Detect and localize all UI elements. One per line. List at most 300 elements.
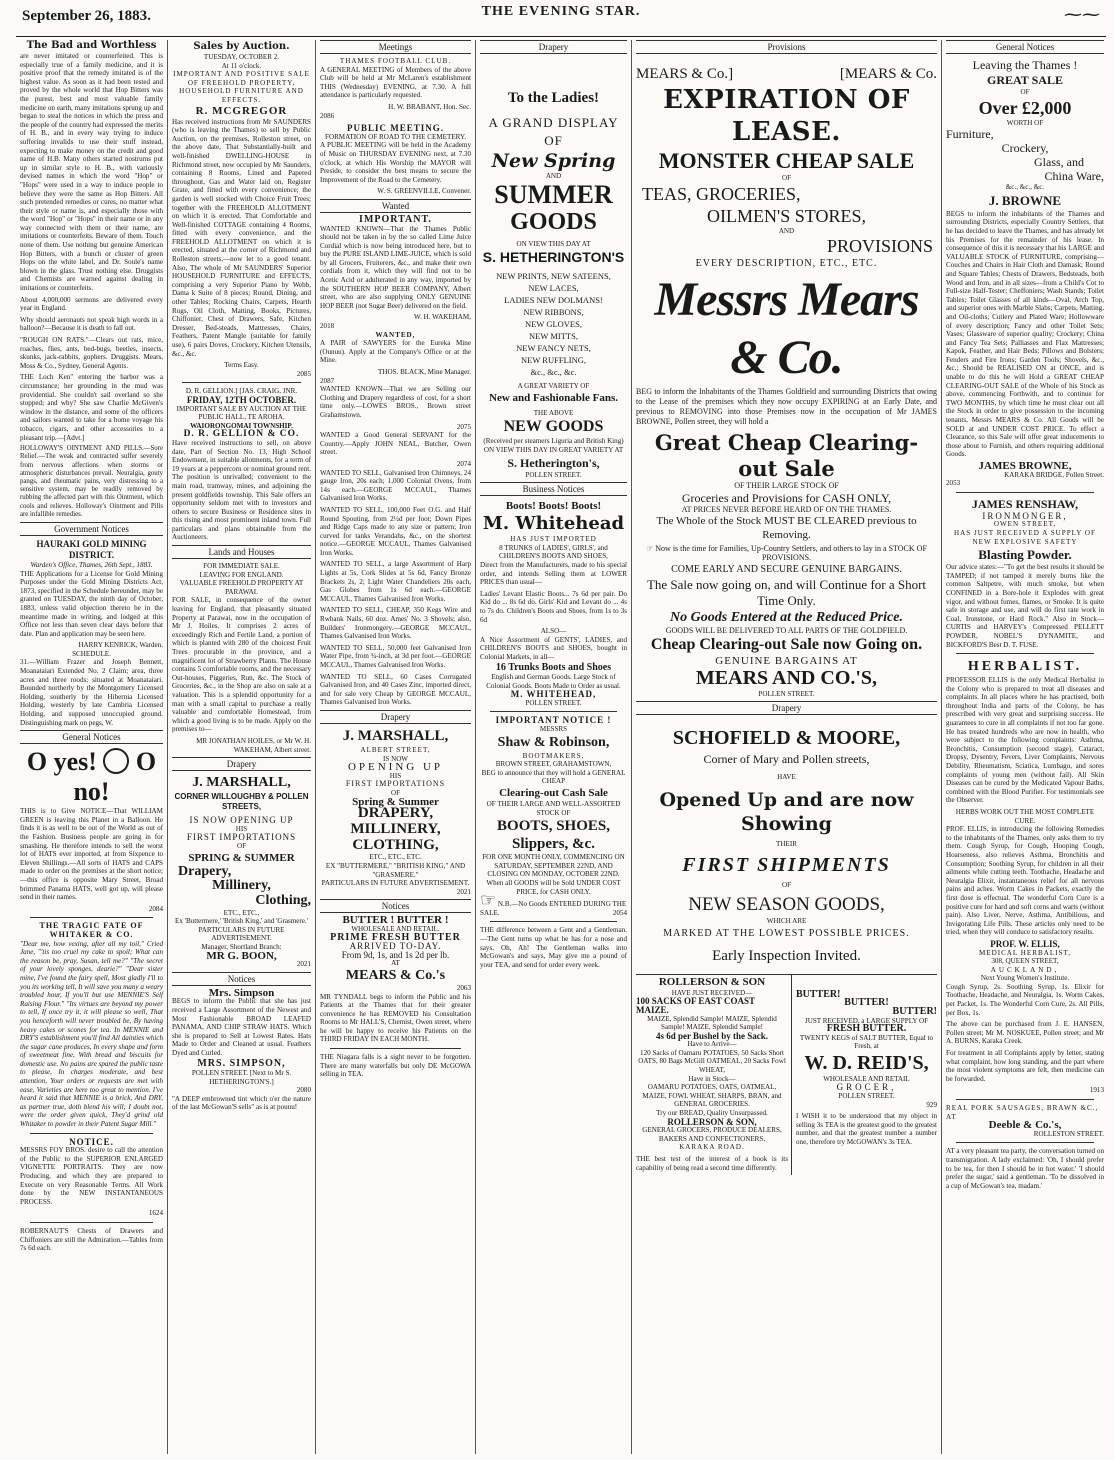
loch-text: THE Loch Ken" entering the harbor was a circumstance; her grounding in the mud was providential. She couldn't sail overland so she stopped; and why? She saw Charlie McGiven's window in the distance, and some of the officers and sailors wanted to take for a home voyage his tobacco, cigars, and other accessories to a pleasant trip.—[Advt.] xyxy=(20,373,163,442)
of-their: OF THEIR LARGE AND WELL-ASSORTED STOCK OF xyxy=(486,800,621,817)
wk-num: 2018 xyxy=(320,322,335,331)
section-notices-3: Notices xyxy=(320,899,471,913)
w8: WANTED TO SELL, 60 Cases Corrugated Galvanised Iron, and 40 Cases Zinc, imported direct, and for sale very Cheap by GEORGE MCCAUL, Thames Galvanised Iron Works. xyxy=(320,672,471,707)
simpson-text: BEGS to inform the Public that she has just received a Large Assortment of the Newest and Most Fashionable BROAD LEAFED PANAMA, AND CHIP STRAW HATS. Which she is prepared to Sell at Lowest Rates. Hats Made to Order and Cleaned at usual. Feathers Dyed and Curled. xyxy=(172,997,311,1057)
section-drapery-5: Drapery xyxy=(636,701,937,715)
at: AT xyxy=(391,959,400,968)
reid-ad xyxy=(792,975,937,1175)
groceries: Groceries and Provisions for CASH ONLY, xyxy=(681,490,892,505)
wakeham: W. H. WAKEHAM, xyxy=(414,313,471,322)
section-provisions: Provisions xyxy=(636,40,937,54)
deeble: Deeble & Co.'s, xyxy=(988,1119,1062,1132)
crockery: Crockery, xyxy=(1001,141,1049,156)
messrs: MESSRS xyxy=(539,725,568,734)
w4: WANTED TO SELL, 100,000 Feet O.G. and Half Round Spouting, from 2½d per foot; Down Pipes and Ridge Caps made to any size or pattern; Iron curved for tanks Verandahs, &c., on the shortest notice.—GEORGE MCCAUL, Thames Galvanised Iron Works. xyxy=(320,505,471,557)
gellion: D. R. GELLION & CO. xyxy=(183,429,300,440)
next: Next Young Women's Institute. xyxy=(980,974,1070,983)
section-wanted: Wanted xyxy=(320,199,471,213)
leaving-england: LEAVING FOR ENGLAND. xyxy=(199,570,284,579)
browne-text: BEGS to inform the inhabitants of the Thames and surrounding Districts, especially Country Settlers, that he has decided to leave the Thames, and has already let his Premises for the remainder of his lease. In consequence of this it is necessary that his LARGE and VALUABLE STOCK of FURNITURE, comprising—Couches and Chairs in Hair Cloth and Damask; Round and Square Tables; Chests of Drawers, Bedsteads, both Wood and Iron, and in all sizes—from a Child's Cot to Full-size Half-Tester; Cheffoniers; Wash Stands; Toilet Tables; Toilet Glasses of all kinds—Oval, Arch Top, and superior ones with Marble Slabs; Carpets, Matting, and Oil-cloths; Cutlery and Plated Ware; Hollowware of every description; Fancy and other Toilet Sets; Vases; Glassware of superior quality; Crockery; China and Fancy Tea Sets; Palliasses and Flax Mattresses; Kapok, Feather, and Hair Beds; Pillows and Bolsters; Fenders and Fire Irons; Garden Tools; Shovels, &c., &c.; Should be REALISED ON at ONCE, and is unable to do this he will Hold a GREAT CHEAP CLEARING-OUT SALE of the Whole of his Stock as above, commencing Forthwith, and to continue for TWO MONTHS, by which time he must clear out all the Stock in order to give possession to the incoming tenants, Messrs MEARS & Co. All Goods will be SOLD at and UNDER COST PRICE. To effect a Clearance, so this Sale will offer great inducements to those about to Furnish, and others requiring additional Goods. xyxy=(946,209,1104,459)
notice2-num: 1624 xyxy=(148,1209,163,1218)
of: OF xyxy=(781,174,792,182)
newspaper-title: THE EVENING STAR. xyxy=(481,4,641,19)
wholesale: WHOLESALE AND RETAIL xyxy=(823,1074,910,1083)
messrs-script: Messrs Mears & Co. xyxy=(654,273,919,385)
forsale-sig: MR JONATHAN HOILES, or Mr W. H. WAKEHAM, Albert street. xyxy=(196,736,311,754)
corner: CORNER WILLOUGHBY & POLLEN STREETS, xyxy=(174,792,309,812)
divider xyxy=(956,1099,1094,1100)
divider xyxy=(956,492,1094,493)
sales-heading: Sales by Auction. xyxy=(193,41,290,52)
public: PUBLIC MEETING. xyxy=(346,123,444,134)
expiration: EXPIRATION OF LEASE. xyxy=(663,85,910,147)
now-is-text: Now is the time for Families, Up-Country Settlers, and others to lay in a STOCK OF PROVISIONS. xyxy=(655,544,927,562)
albert: ALBERT STREET, xyxy=(360,745,431,754)
english: English and German Goods. Large Stock of Colonial Goods. Boots Made to Order as usual. xyxy=(486,673,621,690)
medical: MEDICAL HERBALIST, xyxy=(978,948,1072,957)
brown: BROWN STREET, GRAHAMSTOWN, xyxy=(495,760,612,769)
blasting: Blasting Powder. xyxy=(978,547,1072,563)
new-goods: NEW GOODS xyxy=(503,418,604,436)
maize: MAIZE, Splendid Sample! MAIZE, Splendid Sample! MAIZE, Splendid Sample! xyxy=(647,1014,777,1032)
nb-num: 2054 xyxy=(612,908,627,917)
and: AND xyxy=(545,172,562,180)
renshaw: JAMES RENSHAW, xyxy=(971,496,1079,511)
pollen: POLLEN STREET. xyxy=(758,689,815,698)
reid: W. D. REID'S, xyxy=(804,1051,929,1074)
sale-now: The Sale now going on, and will Continue for a Short Time Only. xyxy=(646,576,927,608)
marked: MARKED AT THE LOWEST POSSIBLE PRICES. xyxy=(663,927,910,939)
karaka: KARAKA BRIDGE, Pollen Street. xyxy=(1004,470,1104,479)
just-rec: JUST RECEIVED, a LARGE SUPPLY OF xyxy=(804,1016,929,1025)
leaving: Leaving the Thames ! xyxy=(972,58,1078,72)
come: COME EARLY AND SECURE GENUINE BARGAINS. xyxy=(671,563,902,575)
wish: I WISH it to be understood that my object in selling 3s TEA is the greatest good to the greatest number, and that the greatest number a number one, therefore try McGOWAN's 3s TEA. xyxy=(796,1112,937,1147)
browne-num: 2053 xyxy=(946,479,961,488)
mears-top xyxy=(636,64,937,84)
on-view2: ON VIEW THIS DAY IN GREAT VARIETY AT xyxy=(483,445,624,454)
schedule-head: SCHEDULE. xyxy=(72,649,111,658)
nice: A Nice Assortment of GENTS', LADIES, and CHILDREN'S BOOTS and SHOES, bought in Colonial Markets, in all— xyxy=(480,635,627,661)
football: THAMES FOOTBALL CLUB. xyxy=(339,57,452,65)
etc: ETC., ETC., xyxy=(223,908,260,917)
direct: Direct from the Manufacturers, made to his special order, and intends Selling them at LOWER PRICES than usual— xyxy=(480,560,627,587)
section-general-6: General Notices xyxy=(946,40,1104,54)
section-meetings: Meetings xyxy=(320,40,471,54)
prices: Cough Syrup, 2s. Soothing Syrup, 1s. Elixir for Toothache, Headache, and Neuralgia, 1s. Worm Cakes, per Packet, 1s. The Wonderful Corn Cure, 2s. All Pills, per Box, 1s. xyxy=(946,982,1104,1017)
corner: Corner of Mary and Pollen streets, xyxy=(703,752,870,767)
herbalist: HERBALIST. xyxy=(967,659,1083,675)
gellion-text: Have received instructions to sell, on above date, Part of Section No. 13, High School Endowment, in suitable allotments, for a term of 19 years at a peppercorn or nominal ground rent. The position is unrivalled; convenient to the main road, tramway, mines, and adjoining the present goldfields township. This Sale offers an opportunity seldom met with to investors and others to secure Business or Residence sites in this rising and most prominent inland town. Full particulars and plans obtainable from the Auctioneers. xyxy=(172,438,311,542)
boon-num: 2021 xyxy=(296,960,311,969)
oyes-left: O yes! xyxy=(26,747,97,777)
stock-list: OAMARU POTATOES, OATS, OATMEAL, MAIZE, FOWL WHEAT, SHARPS, BRAN, and GENERAL GROCERIES. xyxy=(642,1083,782,1109)
marshall: J. MARSHALL, xyxy=(342,727,449,744)
rennaut-text: ROBERNAUT'S Chests of Drawers and Chiffoniers are still the Admiration.—Tables from 7s 6d each. xyxy=(20,1226,163,1253)
heth2: S. Hetherington's, xyxy=(507,455,600,470)
section-general-1: General Notices xyxy=(20,730,163,744)
list-item: NEW PRINTS, NEW SATEENS, xyxy=(496,271,611,282)
monster: MONSTER CHEAP SALE xyxy=(658,148,915,173)
has-rec: HAS JUST RECEIVED A SUPPLY OF NEW EXPLOSIVE SAFETY xyxy=(953,528,1096,546)
column-4 xyxy=(476,40,632,1454)
terms: Terms Easy. xyxy=(224,361,259,370)
rolleston: ROLLESTON STREET. xyxy=(1033,1129,1104,1138)
rs2: ROLLERSON & SON, xyxy=(667,1116,757,1127)
about-text: About 4,000,000 sermons are delivered every year in England. xyxy=(20,295,163,313)
section-lands: Lands and Houses xyxy=(172,545,311,559)
genuine: GENUINE BARGAINS AT xyxy=(715,655,858,668)
friday-date: FRIDAY, 12TH OCTOBER. xyxy=(186,394,297,405)
w5: WANTED TO SELL, a large Assortment of Harp Lights at 5s, Cork Slides at 5s 6d, Fancy Bronze Brackets 2s, 2; Light Water Chandeliers 20s each, Gas Globes from 1s 6d each.—GEORGE MCCAUL, Thames Galvanised Iron Works. xyxy=(320,560,471,603)
why-text: Why should aeronauts not speak high words in a balloon?—Because it is death to fall out. xyxy=(20,315,163,333)
treatment: For treatment in all Complaints apply by letter, stating what complaint, how long standing, and the part where the most violent symptoms are felt, then medicine can be forwarded. xyxy=(946,1049,1104,1083)
column-6 xyxy=(942,40,1108,1454)
bad-heading: The Bad and Worthless xyxy=(26,40,157,51)
oyes-right: O no! xyxy=(73,747,157,807)
general: GENERAL GROCERS, PRODUCE DEALERS, BAKERS AND CONFECTIONERS, xyxy=(642,1126,782,1143)
auction-time: At 11 o'clock. xyxy=(221,61,262,70)
partic: PARTICULARS IN FUTURE ADVERTISEMENT. xyxy=(198,925,285,943)
mcgregor: R. MCGREGOR xyxy=(195,104,288,117)
ladies: To the Ladies! xyxy=(507,90,600,106)
notice2-head: NOTICE. xyxy=(69,1136,114,1147)
issue-date: September 26, 1883. xyxy=(22,8,151,24)
on-view: ON VIEW THIS DAY AT xyxy=(516,239,591,248)
is-now: IS NOW xyxy=(382,754,409,763)
marshall: J. MARSHALL, xyxy=(192,775,291,791)
whitehead2: M. WHITEHEAD, xyxy=(510,689,597,700)
simpson-addr: POLLEN STREET. [Next to Mr S. HETHERINGTON'S.] xyxy=(191,1069,292,1086)
column-3 xyxy=(316,40,476,1454)
herbs: HERBS WORK OUT THE MOST COMPLETE CURE. xyxy=(955,808,1095,825)
pork: REAL PORK SAUSAGES, BRAWN &C., AT xyxy=(946,1104,1099,1121)
gellion-header: D. R. GELLION.] [JAS. CRAIG, JNR. xyxy=(185,387,298,396)
early: Early Inspection Invited. xyxy=(712,947,861,964)
have: HAVE xyxy=(777,773,796,782)
from: From 9d, 1s, and 1s 2d per lb. xyxy=(341,949,450,960)
nb-line xyxy=(480,890,627,917)
have-arrive: Have to Arrive— xyxy=(687,1040,737,1049)
simpson-name: MRS. SIMPSON, xyxy=(197,1058,286,1070)
divider xyxy=(330,1048,461,1049)
cheap-co: Cheap Clearing-out Sale now Going on. xyxy=(650,636,923,654)
simpson-num: 2080 xyxy=(296,1086,311,1095)
list-item: NEW LACES, xyxy=(528,283,579,294)
section-notices-2: Notices xyxy=(172,972,311,986)
prime: PRIME FRESH BUTTER xyxy=(330,931,461,943)
w3: WANTED TO SELL, Galvanised Iron Chimneys, 24 gauge Iron, 20s each; 1,000 Colonial Ovens, from 14s each.—GEORGE MCCAUL, Thames Galvanised Iron Works. xyxy=(320,468,471,503)
boots: Boots! Boots! Boots! xyxy=(505,500,602,513)
delivered: GOODS WILL BE DELIVERED TO ALL PARTS OF THE GOLDFIELD. xyxy=(665,625,908,635)
butter-l: BUTTER! xyxy=(796,988,841,1000)
new-spring: New Spring xyxy=(491,150,616,172)
above: The above can be purchased from J. E. HANSEN, Pollen street; Mr M. NOSKUEE, Pollen street; and Mr A. BURNS, Karaka Creek. xyxy=(946,1020,1104,1046)
butter-m: BUTTER! xyxy=(844,997,889,1009)
grand: A GRAND DISPLAY OF xyxy=(488,115,619,148)
furniture: Furniture, xyxy=(946,127,994,142)
mears-right: [MEARS & Co. xyxy=(839,66,937,82)
hauraki-title: HAURAKI GOLD MINING DISTRICT. xyxy=(36,538,147,560)
advice: Our advice states:—"To get the best results it should be TAMPED; if not tamped it merely burns like the common Saltpetre, with much smoke, but when CONFINED in a Bore-hole it Explodes with great vigor, and without fumes, flames, or Smoke. It is quite safe in storage and use, and will do first rate work in Coal, Ironstone, or Hard Rock." Also in Stock—CURTIS and HARVEY's Compressed PELLETT POWDER, NOBEL'S DYNAMITE, and BICKFORD'S Best D. T. FUSE. xyxy=(946,563,1104,649)
formation: FORMATION OF ROAD TO THE CEMETERY. xyxy=(325,132,466,141)
every: EVERY DESCRIPTION, ETC., ETC. xyxy=(695,258,878,270)
fresh: FRESH BUTTER. xyxy=(826,1023,907,1035)
wholesale: WHOLESALE AND RETAIL. xyxy=(351,924,440,933)
w6: WANTED TO SELL, CHEAP, 350 Kegs Wire and Rwbank Nails, 60 doz. Ames' No. 3 Shovels; also, Builders' Ironmongery.—GEORGE MCCAUL, Thames Galvanised Iron Works. xyxy=(320,606,471,641)
notice-num: 2084 xyxy=(148,904,163,913)
difference: THE difference between a Gent and a Gentleman.—The Gent turns up what he has for a nose and says, Oh, Ah! The Gentleman walks into McGowan's and says, May give me a pound of your TEA, and send for order every week. xyxy=(480,926,627,969)
pollen2: POLLEN STREET. xyxy=(838,1092,895,1101)
also: ALSO— xyxy=(540,627,567,636)
column-2 xyxy=(168,40,316,1454)
section-drapery-3: Drapery xyxy=(320,710,471,724)
mears-left: MEARS & Co.] xyxy=(636,66,734,82)
waior: WAIORONGOMAI TOWNSHIP. xyxy=(190,421,293,430)
his: HIS xyxy=(389,771,402,780)
important: IMPORTANT. xyxy=(359,213,432,225)
mcgregor-text: Has received instructions from Mr SAUNDERS (who is leaving the Thames) to sell by Public Auction, on the premises, Rolleston street, on the above date, That Substantially-built and well-finished DWELLING-HOUSE in Richmond street, now occupied by Mr Saunders, containing 8 Rooms, Lined and Papered throughout, Gas and Water laid on, Register Grate, and fitted with every convenience; the garden is well stocked with Choice Fruit Trees; together with the FREEHOLD ALLOTMENT on which it is erected. That Comfortable and Well-finished COTTAGE containing 4 Rooms, fitted with every convenience, and the FREEHOLD ALLOTMENT on which it is erected, situated at the corner of Richmond and Rolleston streets,—now let to a good tenant. Also, The whole of Mr SAUNDERS' Superior HOUSEHOLD FURNITURE and EFFECTS, comprising a very Superior Piano by Webb, Dama k Suite of 8 pieces; Round, Dining, and other Tables; Rocking Chairs, Carpets, Hearth Rugs, Oil Cloth, Matting, Books, Pictures, Chiffonier, Chest of Drawers, Safe, Kitchen Dresser, Bed-steads, Mattresses, Chairs, Feathers, Patent Mangle (suitable for family use), 6 pairs Doves, Crockery, Kitchen Utensils, &c., &c. xyxy=(172,117,311,358)
their: THEIR xyxy=(776,839,797,848)
auction-date: TUESDAY, OCTOBER 2. xyxy=(203,53,280,61)
list-item: NEW GLOVES, xyxy=(525,319,582,330)
immediate: FOR IMMEDIATE SALE. xyxy=(203,562,280,571)
wk2-num: 2075 xyxy=(456,422,471,431)
bell: THOS. BLACK, Mine Manager. xyxy=(378,368,471,376)
divider xyxy=(30,1222,153,1223)
pollen: POLLEN STREET. xyxy=(525,470,582,479)
hauraki-sig: HARRY KENRICK, Warden. xyxy=(78,641,163,650)
new-list xyxy=(480,270,627,378)
divider xyxy=(956,1142,1094,1143)
tyndall: MR TYNDALL begs to inform the Public and his Patients at the Thames that for their greater convenience he has REMOVED his Consultation Rooms to Mr HALL'S, Chemist, Owen street, where he will be happy to receive his Patients on the THIRD FRIDAY IN EACH MONTH. xyxy=(320,992,471,1044)
bell-num: 2087 xyxy=(320,376,335,385)
etc: &c., &c., &c. xyxy=(1005,183,1045,192)
try: Try our BREAD, Quality Unsurpassed. xyxy=(656,1109,768,1118)
section-business: Business Notices xyxy=(480,482,627,496)
wanted-known: WANTED KNOWN—That the Thames Public should not be taken in by the so called Lime Juice Cordial which is now being introduced here, but to buy the PURE ISLAND LIME-JUICE, which is sold by all Grocers, Fruiterers, &c., and make their own cordials from it, which they will find not to be Acetic Acid or adulterated in any way, imported by the SOUTHERN HOP BEER COMPANY, Albert street, who are also supplying ONLY GENUINE HOP BEER (not Sugar Beer) delivered on the field. xyxy=(320,224,471,310)
football-text: A GENERAL MEETING of Members of the above Club will be held at Mr McLaren's establishment THIS (Wednesday) EVENING, at 7.30. A full attendance is particularly requested. xyxy=(320,65,471,100)
schedule-text: 31.—William Frazer and Joseph Bennett, Moanataiari Extended No. 2 Claim; area, three acres and three roods; situated at Moanataiari. Bounded northerly by the Montgomery Licensed Holding, southerly by the Hibernia Licensed Holding, westerly by late Cambria Licensed Holding, and supposed unoccupied ground. Distinguishing mark on pegs, W. xyxy=(20,658,163,727)
pointing-hand-icon: ☞ xyxy=(480,890,497,911)
oilmen: OILMEN'S STORES, xyxy=(707,205,866,226)
fans: New and Fashionable Fans. xyxy=(489,391,618,404)
butter: BUTTER ! BUTTER ! xyxy=(342,914,449,927)
over: Over £2,000 xyxy=(978,97,1072,118)
divider xyxy=(182,382,301,383)
butter-r: BUTTER! xyxy=(892,1005,937,1017)
heth: S. HETHERINGTON'S xyxy=(482,249,625,266)
clearing: Clearing-out Cash Sale xyxy=(499,787,608,799)
boon: MR G. BOON, xyxy=(206,949,277,962)
rollerson-ad xyxy=(636,975,792,1175)
opening: OPENING UP xyxy=(347,761,444,774)
worth: WORTH OF xyxy=(1006,118,1044,127)
football-num: 2086 xyxy=(320,111,335,120)
list-item: &c., &c., &c. xyxy=(530,367,577,378)
embrowned: "A DEEP embrowned tint which o'er the nature of the last McGowan'S sells" as is at pounu! xyxy=(172,1094,311,1112)
divider xyxy=(30,917,153,918)
mears-co: MEARS AND CO.'S, xyxy=(695,666,878,689)
summer: SUMMER xyxy=(494,179,613,209)
servant-num: 2074 xyxy=(456,459,471,468)
grocer: GROCER, xyxy=(836,1082,897,1093)
provisions: PROVISIONS xyxy=(826,236,933,257)
mears-num: 2063 xyxy=(456,983,471,992)
partic: PARTICULARS IN FUTURE ADVERTISEMENT. xyxy=(321,879,470,888)
one-month: FOR ONE MONTH ONLY, COMMENCING ON SATURDAY, SEPTEMBER 22ND, AND CLOSING ON MONDAY, OCTOBER 22ND. xyxy=(482,853,625,879)
bootmakers: BOOTMAKERS, xyxy=(522,751,585,760)
price: 4s 6d per Bushel by the Sack. xyxy=(655,1030,769,1041)
partic-num: 2021 xyxy=(456,887,471,896)
first-ship: FIRST SHIPMENTS xyxy=(682,853,891,876)
at-prices: AT PRICES NEVER BEFORE HEARD OF ON THE THAMES. xyxy=(681,504,892,514)
etc: ETC., ETC., ETC. xyxy=(369,853,422,862)
beg: BEG to announce that they will hold a GENERAL CHEAP xyxy=(481,768,626,786)
list-item: NEW RUFFLING, xyxy=(520,355,586,366)
great-sale: GREAT SALE xyxy=(987,73,1063,87)
now-opening: IS NOW OPENING UP xyxy=(189,815,294,826)
list-item: NEW FANCY NETS, xyxy=(516,343,591,354)
new-season: NEW SEASON GOODS, xyxy=(688,894,885,916)
ornament-icon: ⁓⁓ xyxy=(1064,4,1100,24)
prof: PROF. W. ELLIS, xyxy=(990,938,1060,949)
trunks16: 16 Trunks Boots and Shoes xyxy=(495,662,612,674)
auckland: AUCKLAND, xyxy=(990,965,1060,974)
notice-text: THIS is to Give NOTICE—That WILLIAM GREEN is leaving this Planet in a Balloon. He finds it is as well to be out of the World as out of the Fashion. Business people are going in for smashing. He therefore intends to sell the worst lot of HATS ever imported, at from Sixpence to Eleven Shillings.—All sorts of HATS and CAPS made to order on the premises at the short notice;—this office is opposite Mary Street, Broad brimmed Panama HATS, well got up, will please send in their names. xyxy=(20,807,163,902)
auction-important: IMPORTANT AND POSITIVE SALE OF FREEHOLD PROPERTY, HOUSEHOLD FURNITURE AND EFFECTS. xyxy=(173,70,310,104)
sacks100: 100 SACKS OF EAST COAST MAIZE. xyxy=(636,996,755,1015)
ellis-text: PROFESSOR ELLIS is the only Medical Herbalist in the Colony who is prepared to treat all diseases and complaints. In all places where he has practised, both throughout India and parts of the Colony, he has prescribed with very great and surprising success. He guarantees to cure in all complaints if not too far gone. He has treated hundreds who are now in health, who were subject to the following complaints: Asthma, Bronchitis, Consumption (second stage), Cataract, Dropsy, Dysentry, Fevers, Liver Complaints, Nervous Debility, Rheumatism, Sciatica, Lumbago, and sores complaints of young men (without fail). All Skin Diseases can be cured by the Medicated Vapour Baths, combined with the Blood Purifier. For testimonials see the Observer. xyxy=(946,676,1104,805)
tragic-text: "Dear me, how vexing, after all my toil," Cried Jane, "'tis too cruel my cake to spoil; What can the reason be, pray, Susan, tell me?" "The secret of your lovely sponges, dearie?" "Dear sister mine, I've found the fairy spell, Most gladly I'll to you its working tell, It will save you many a weary troubled hour, If you'll but use MENNIE'S Self Raising Flour." "Its virtues are beyond my power to tell, If once try it, it will please so well, That you henceforth will never troubled be, By having heavy cakes or scones for tea. In MENNIE and DRY'S establishment you'll find All dainties which the sugar cane produces, In every shape and form of sweetmeat fine, With bread and biscuits for domestic use. No pains are spared the public taste to please, In charges moderate, and best attention, Your orders or requests are met with ease, Varieties are here too great to mention. I've heard it said that MENNIE is a brick, And DRY, as partner true, doth blend his will; I doubt not, were the order given quick, They'd grind old Whitaker to powder in their Patent Sugar Mill." xyxy=(20,939,163,1129)
football-sig: H. W. BRABANT, Hon. Sec. xyxy=(388,102,471,111)
pollen2: POLLEN STREET. xyxy=(525,698,582,707)
spring: Spring & Summer xyxy=(352,795,439,808)
millinery-word: Millinery, xyxy=(212,878,271,894)
teas: TEAS, GROCERIES, xyxy=(642,183,801,204)
drapery-word: Drapery, xyxy=(178,863,232,879)
list-item: NEW RIBBONS, xyxy=(523,307,584,318)
ladies-list: Ladies' Levant Elastic Boots... 7s 6d per pair. Do Kid do ... 8s 6d do. Girls' Kid and Levant do ... 4s to 7s do. Children's Boots and Shoes, from 1s to 3s 6d xyxy=(480,589,627,624)
divider xyxy=(30,1133,153,1134)
section-drapery-4: Drapery xyxy=(480,40,627,54)
bad-text: are never imitated or counterfeited. This is especially true of a family medicine, and it is positive proof that the remedy imitated is of the highest value. As soon as it had been tested and proved by the whole world that Hop Bitters was the purest, best and most valuable family medicine on earth, many imitations sprung up and began to steal the notices in which the press and the people of the country had expressed the merits of H. B., and in every way trying to induce suffering invalids to use their stuff instead, expecting to make money on the credit and good name of H.B. Many others started nostrums put up in similar style to H. B., with variously devised names in which the word "Hop" or "Hops" were used in a way to induce people to believe they were the same as Hop Bitters. All such pretended remedies or cures, no matter what their style or name is, and especially those with the word "Hop" or "Hops" in their name or in any way connected with them or their name, are imitations or counterfeits. Beware of them. Touch none of them. Use nothing but genuine American Hop Bitters, with a bunch or cluster of green Hops on the white label, and Dr. Soule's name blown in the glass. Trust nothing else. Druggists and Chemists are warned against dealing in imitations or counterfeits. xyxy=(20,52,163,293)
now-is xyxy=(636,545,937,562)
and: AND xyxy=(778,226,795,235)
wanted2: WANTED, xyxy=(375,330,416,339)
ex-ships: EX "BUTTERMERE," "BRITISH KING," AND "GRASMERE." xyxy=(325,861,466,879)
great-cheap: Great Cheap Clearing-out Sale xyxy=(654,430,919,482)
twenty: TWENTY KEGS of SALT BUTTER, Equal to Fresh, at xyxy=(799,1033,934,1051)
opened: Opened Up and are now Showing xyxy=(659,788,914,835)
have-just: HAVE JUST RECEIVED— xyxy=(671,988,753,997)
his: HIS xyxy=(235,824,248,833)
treat-num: 1913 xyxy=(1089,1086,1104,1095)
of: OF xyxy=(236,841,247,850)
which: WHICH ARE xyxy=(766,917,807,926)
best-test: THE best test of the interest of a book is its capability of being read a second time differently. xyxy=(636,1155,788,1172)
divider xyxy=(490,711,617,712)
ellis-text2: PROF. ELLIS, in introducing the following Remedies to the inhabitants of the Thames, only asks them to try them. Cough Syrup, for Cough, Hooping Cough, Hoarseness, also relieves Asthma, Bronchitis and Consumption; Soothing Syrup, for children in all their ailments while cutting teeth. Toothache, Headache and Neuralgia Elixir, instantaneous relief for all nervous pains and aches. Worm Cakes in Packets, exactly the first dose is effectual. The wonderful Corn Cure is a positive cure for hard and soft corns and warts (without pain). Also Liver, Nerve, Asthma, Antibilious, and Invigorating Life Pills. These articles only need to be tried, when they will conduce to satisfactory results. xyxy=(946,825,1104,937)
arrive-list: 120 Sacks of Oamaru POTATOES, 50 Sacks Short OATS, 80 Bags McGill OATMEAL, 20 Sacks Fowl WHEAT, xyxy=(638,1048,786,1075)
has-imp: HAS JUST IMPORTED xyxy=(510,535,597,544)
w7: WANTED TO SELL, 50,000 feet Galvanised Iron Water Pipe, from ¾-inch, at 3d per foot.—GEORGE MCCAUL, Thames Galvanised Iron Works. xyxy=(320,643,471,669)
of-their: OF THEIR LARGE STOCK OF xyxy=(734,481,839,491)
wk2: WANTED KNOWN—That we are Selling our Clothing and Drapery regardless of cost, for a short time only.—LOWES BROS., Brown street Grahamstown. xyxy=(320,385,471,419)
shaw: Shaw & Robinson, xyxy=(497,734,610,750)
slippers: Slippers, &c. xyxy=(512,836,595,853)
drapery-word: DRAPERY, xyxy=(357,805,434,822)
received: (Received per steamers Liguria and British King) xyxy=(483,437,624,446)
queen: 308, QUEEN STREET, xyxy=(991,957,1059,966)
column-1 xyxy=(16,40,168,1454)
bottom-row xyxy=(636,974,937,1175)
have-stock: Have in Stock— xyxy=(688,1074,736,1083)
owen: OWEN STREET, xyxy=(993,520,1057,529)
spring: SPRING & SUMMER xyxy=(188,851,295,864)
section-government: Government Notices xyxy=(20,522,163,536)
glass: Glass, and xyxy=(1034,155,1084,170)
terms-num: 2085 xyxy=(296,369,311,378)
mears: MEARS & Co.'s xyxy=(345,967,446,983)
ex-ships: Ex 'Buttermere,' 'British King,' and 'Grasmere.' xyxy=(175,917,308,926)
simpson: Mrs. Simpson xyxy=(208,986,275,999)
public-sig: W. S. GREENVILLE, Convener. xyxy=(377,187,471,196)
whole: The Whole of the Stock MUST BE CLEARED previous to Removing. xyxy=(656,515,917,542)
section-drapery-2: Drapery xyxy=(172,757,311,771)
notice2-text: MESSRS FOY BROS. desire to call the attention of the Public to the SUPERIOR ENLARGED VIGNETTE PORTRAITS. They are now Producing, and which they are prepared to Execute on very Reasonable Terms. All Work done by the NEW INSTANTANEOUS PROCESS. xyxy=(20,1146,163,1206)
forsale-text: FOR SALE, in consequence of the owner leaving for England, that pleasantly situated Property at Parawai, now in the occupation of Mr J. Hoiles. It comprises 2 acres of exceedingly Rich and Fertile Land, a portion of which is planted with 280 of the choicest Fruit Trees procurable in the province, and a magnificent lot of Strawberry Plants. The House contains 5 comfortable rooms, and the necessary Out-houses, Piggeries, Run, &c. The Stock of Groceries, &c., in the Shop are also on sale at a valuation. This is a splendid opportunity for a man with a small capital to purchase a really valuable and comfortable Homestead, from which a good living is to be made. Apply on the premises to— xyxy=(172,596,311,734)
list-item: LADIES NEW DOLMANS! xyxy=(504,295,603,306)
arrived: ARRIVED TO-DAY. xyxy=(349,941,442,952)
china: China Ware, xyxy=(1044,169,1104,184)
public-text: A PUBLIC MEETING will be held in the Academy of Music on THURSDAY EVENING next, at 7.30 o'clock, at which His Worship the MAYOR will Preside, to consider the best means to secure the Improvement of the Road to the Cemetery. xyxy=(320,141,471,184)
tea-party: AT a very pleasant tea party, the conversation turned on transmigration. A lady exclaimed: 'Oh, I should prefer to be tea, for then I should be in hot water.' 'I should prefer the sugar,' said a gentleman. 'To be dissolved in a cup of McGowan's tea, madam.' xyxy=(946,1147,1104,1190)
karaka: KARAKA ROAD. xyxy=(679,1143,745,1152)
browne: J. BROWNE xyxy=(988,192,1062,208)
tragic-title: THE TRAGIC FATE OF WHITAKER & CO. xyxy=(39,921,144,939)
sun-face-icon xyxy=(103,748,129,774)
when: When all GOODS will be Sold UNDER COST PRICE, for CASH ONLY. xyxy=(486,878,621,896)
divider xyxy=(956,653,1094,654)
browne2: JAMES BROWNE, xyxy=(978,460,1072,472)
oyes-banner xyxy=(20,747,163,807)
masthead xyxy=(16,2,1106,37)
manager: Manager, Shortland Branch: xyxy=(201,942,282,951)
rollerson: ROLLERSON & SON xyxy=(658,975,766,988)
valuable: VALUABLE FREEHOLD PROPERTY AT PARAWAI. xyxy=(179,579,304,596)
pointing-hand-icon: ☞ xyxy=(646,544,656,554)
of: OF xyxy=(390,788,401,797)
divider xyxy=(490,921,617,922)
imp-notice: IMPORTANT NOTICE ! xyxy=(495,715,612,726)
nb: N.B.—No Goods ENTERED DURING THE SALE. xyxy=(480,900,627,917)
sale-hall: IMPORTANT SALE BY AUCTION AT THE PUBLIC HALL, TE AROHA. xyxy=(176,404,307,422)
beg: BEG to inform the Inhabitants of the Thames Goldfield and surrounding Districts that owing to the Lease of the premises which they now occupy EXPIRING at an Early Date, and previous to REMOVING into those Premises now in the occupation of Mr JAMES BROWNE, Pollen street, they will hold a xyxy=(636,387,937,427)
servant: WANTED a Good General SERVANT for the Country.—Apply JOHN NEAL, Butcher, Owen street. xyxy=(320,431,471,457)
whitehead: M. Whitehead xyxy=(482,513,625,535)
boots-shoes: BOOTS, SHOES, xyxy=(497,818,610,835)
clothing-word: Clothing, xyxy=(255,892,311,908)
holloway-text: HOLLOWAY'S OINTMENT AND PILLS.—Sore Relief.—The weak and contracted suffer severely from nervous affections when storms or atmospheric disturbances prevail. Neuralgia, gouty pangs, and rheumatic pains, very distressing to a sensitive system, may be readily removed by rubbing the affected part with this Ointment, which cools and relieves. Holloway's Ointment and Pills are infallible remedies. xyxy=(20,445,163,518)
schofield: SCHOFIELD & MOORE, xyxy=(672,727,901,750)
clothing-word: CLOTHING, xyxy=(352,836,439,853)
first-imp: FIRST IMPORTATIONS xyxy=(186,832,297,843)
millinery-word: MILLINERY, xyxy=(350,820,441,837)
niagara: THE Niagara falls is a sight never to be forgotten. There are many waterfalls but only DE McGOWA selling in TEA. xyxy=(320,1053,471,1079)
rough-text: "ROUGH ON RATS."—Clears out rats, mice, roaches, flies, ants, bed-bugs, beetles, insects, skunks, jack-rabbits, gophers. Druggists. Mears, Moss & Co., Sydney, General Agents. xyxy=(20,336,163,370)
first: FIRST IMPORTATIONS xyxy=(345,779,446,789)
